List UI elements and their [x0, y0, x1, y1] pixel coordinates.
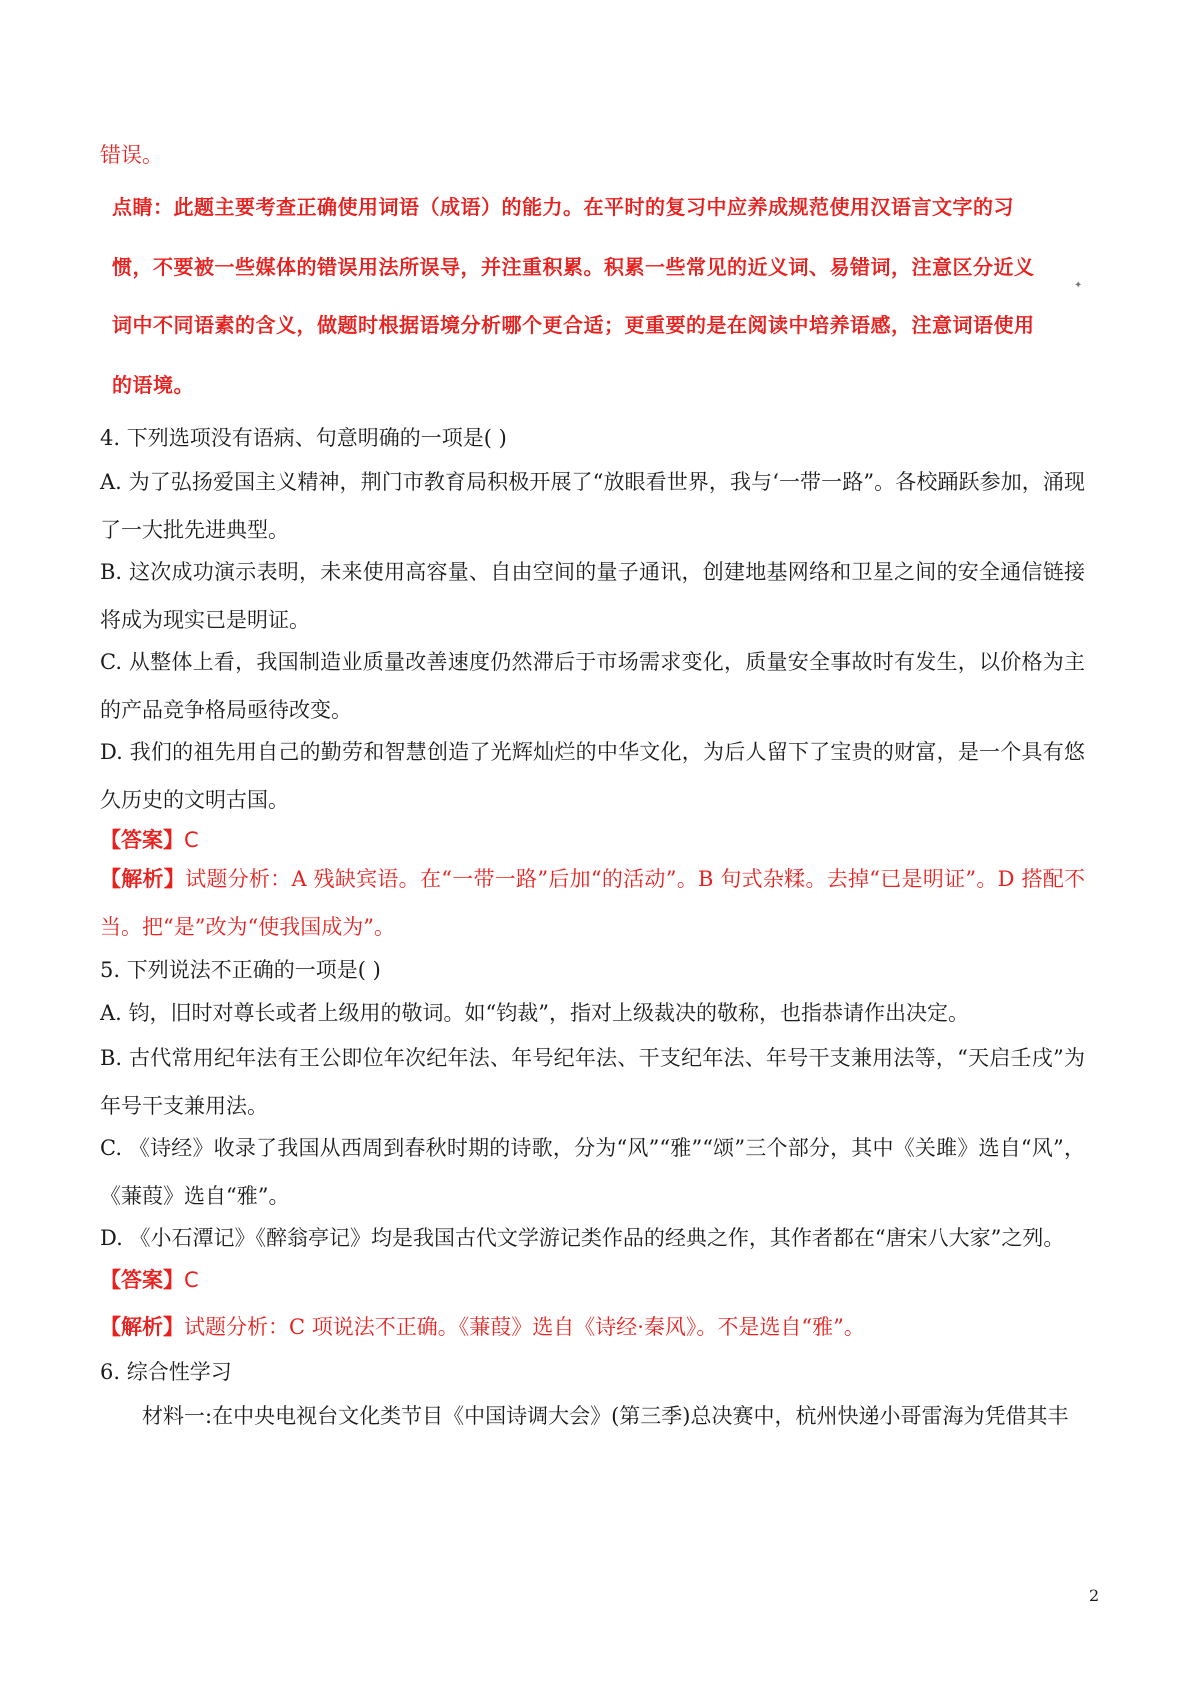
- question-4-option-c: C. 从整体上看，我国制造业质量改善速度仍然滞后于市场需求变化，质量安全事故时有发生，以价格为主的产品竞争格局亟待改变。: [100, 650, 1085, 722]
- question-6-material-1: 材料一:在中央电视台文化类节目《中国诗调大会》(第三季)总决赛中，杭州快递小哥雷海为凭借其丰: [142, 1404, 1069, 1428]
- prev-answer-tail: 错误。: [100, 143, 163, 167]
- question-5-option-a: A. 钧，旧时对尊长或者上级用的敬词。如“钧裁”，指对上级裁决的敬称，也指恭请作出决定。: [100, 1001, 969, 1025]
- dianjing-line-4: 的语境。: [112, 373, 194, 397]
- question-5-option-d: D. 《小石潭记》《醉翁亭记》均是我国古代文学游记类作品的经典之作，其作者都在“唐宋八大家”之列。: [100, 1226, 1065, 1250]
- answer-value: C: [184, 828, 199, 852]
- decorative-star-icon: ✦: [1074, 280, 1083, 291]
- question-5-stem: 5. 下列说法不正确的一项是( ): [100, 958, 381, 982]
- question-4-answer: [100, 826, 199, 854]
- analysis-tag: 【解析】: [100, 1315, 184, 1339]
- question-6-stem: 6. 综合性学习: [100, 1360, 232, 1384]
- analysis-text: 试题分析：A 残缺宾语。在“一带一路”后加“的活动”。B 句式杂糅。去掉“已是明证”。D 搭配不当。把“是”改为“使我国成为”。: [100, 867, 1085, 939]
- answer-tag: 【答案】: [100, 828, 184, 852]
- question-4-option-d: D. 我们的祖先用自己的勤劳和智慧创造了光辉灿烂的中华文化，为后人留下了宝贵的财富，是一个具有悠久历史的文明古国。: [100, 740, 1085, 812]
- question-5-answer: [100, 1266, 199, 1294]
- question-5-option-b: B. 古代常用纪年法有王公即位年次纪年法、年号纪年法、干支纪年法、年号干支兼用法等，“天启壬戌”为年号干支兼用法。: [100, 1046, 1085, 1118]
- question-4-analysis: [100, 855, 1085, 951]
- answer-tag: 【答案】: [100, 1268, 184, 1292]
- analysis-text: 试题分析：C 项说法不正确。《蒹葭》选自《诗经·秦风》。不是选自“雅”。: [184, 1315, 865, 1339]
- dianjing-line-3: 词中不同语素的含义，做题时根据语境分析哪个更合适；更重要的是在阅读中培养语感，注意词语使用: [112, 313, 1035, 337]
- analysis-tag: 【解析】: [100, 867, 186, 891]
- question-4-option-a: A. 为了弘扬爱国主义精神，荆门市教育局积极开展了“放眼看世界，我与‘一带一路”。各校踊跃参加，涌现了一大批先进典型。: [100, 470, 1085, 542]
- question-4-stem: 4. 下列选项没有语病、句意明确的一项是( ): [100, 426, 507, 450]
- page-number: 2: [1089, 1586, 1100, 1605]
- dianjing-line-1: 点睛：此题主要考查正确使用词语（成语）的能力。在平时的复习中应养成规范使用汉语言文字的习: [112, 195, 1014, 219]
- dianjing-line-2: 惯，不要被一些媒体的错误用法所误导，并注重积累。积累一些常见的近义词、易错词，注意区分近义: [112, 255, 1035, 279]
- answer-value: C: [184, 1268, 199, 1292]
- question-4-option-b: B. 这次成功演示表明，未来使用高容量、自由空间的量子通讯，创建地基网络和卫星之间的安全通信链接将成为现实已是明证。: [100, 560, 1085, 632]
- question-5-option-c: C. 《诗经》收录了我国从西周到春秋时期的诗歌，分为“风”“雅”“颂”三个部分，其中《关雎》选自“风”，《蒹葭》选自“雅”。: [100, 1136, 1085, 1208]
- question-5-analysis: [100, 1313, 865, 1341]
